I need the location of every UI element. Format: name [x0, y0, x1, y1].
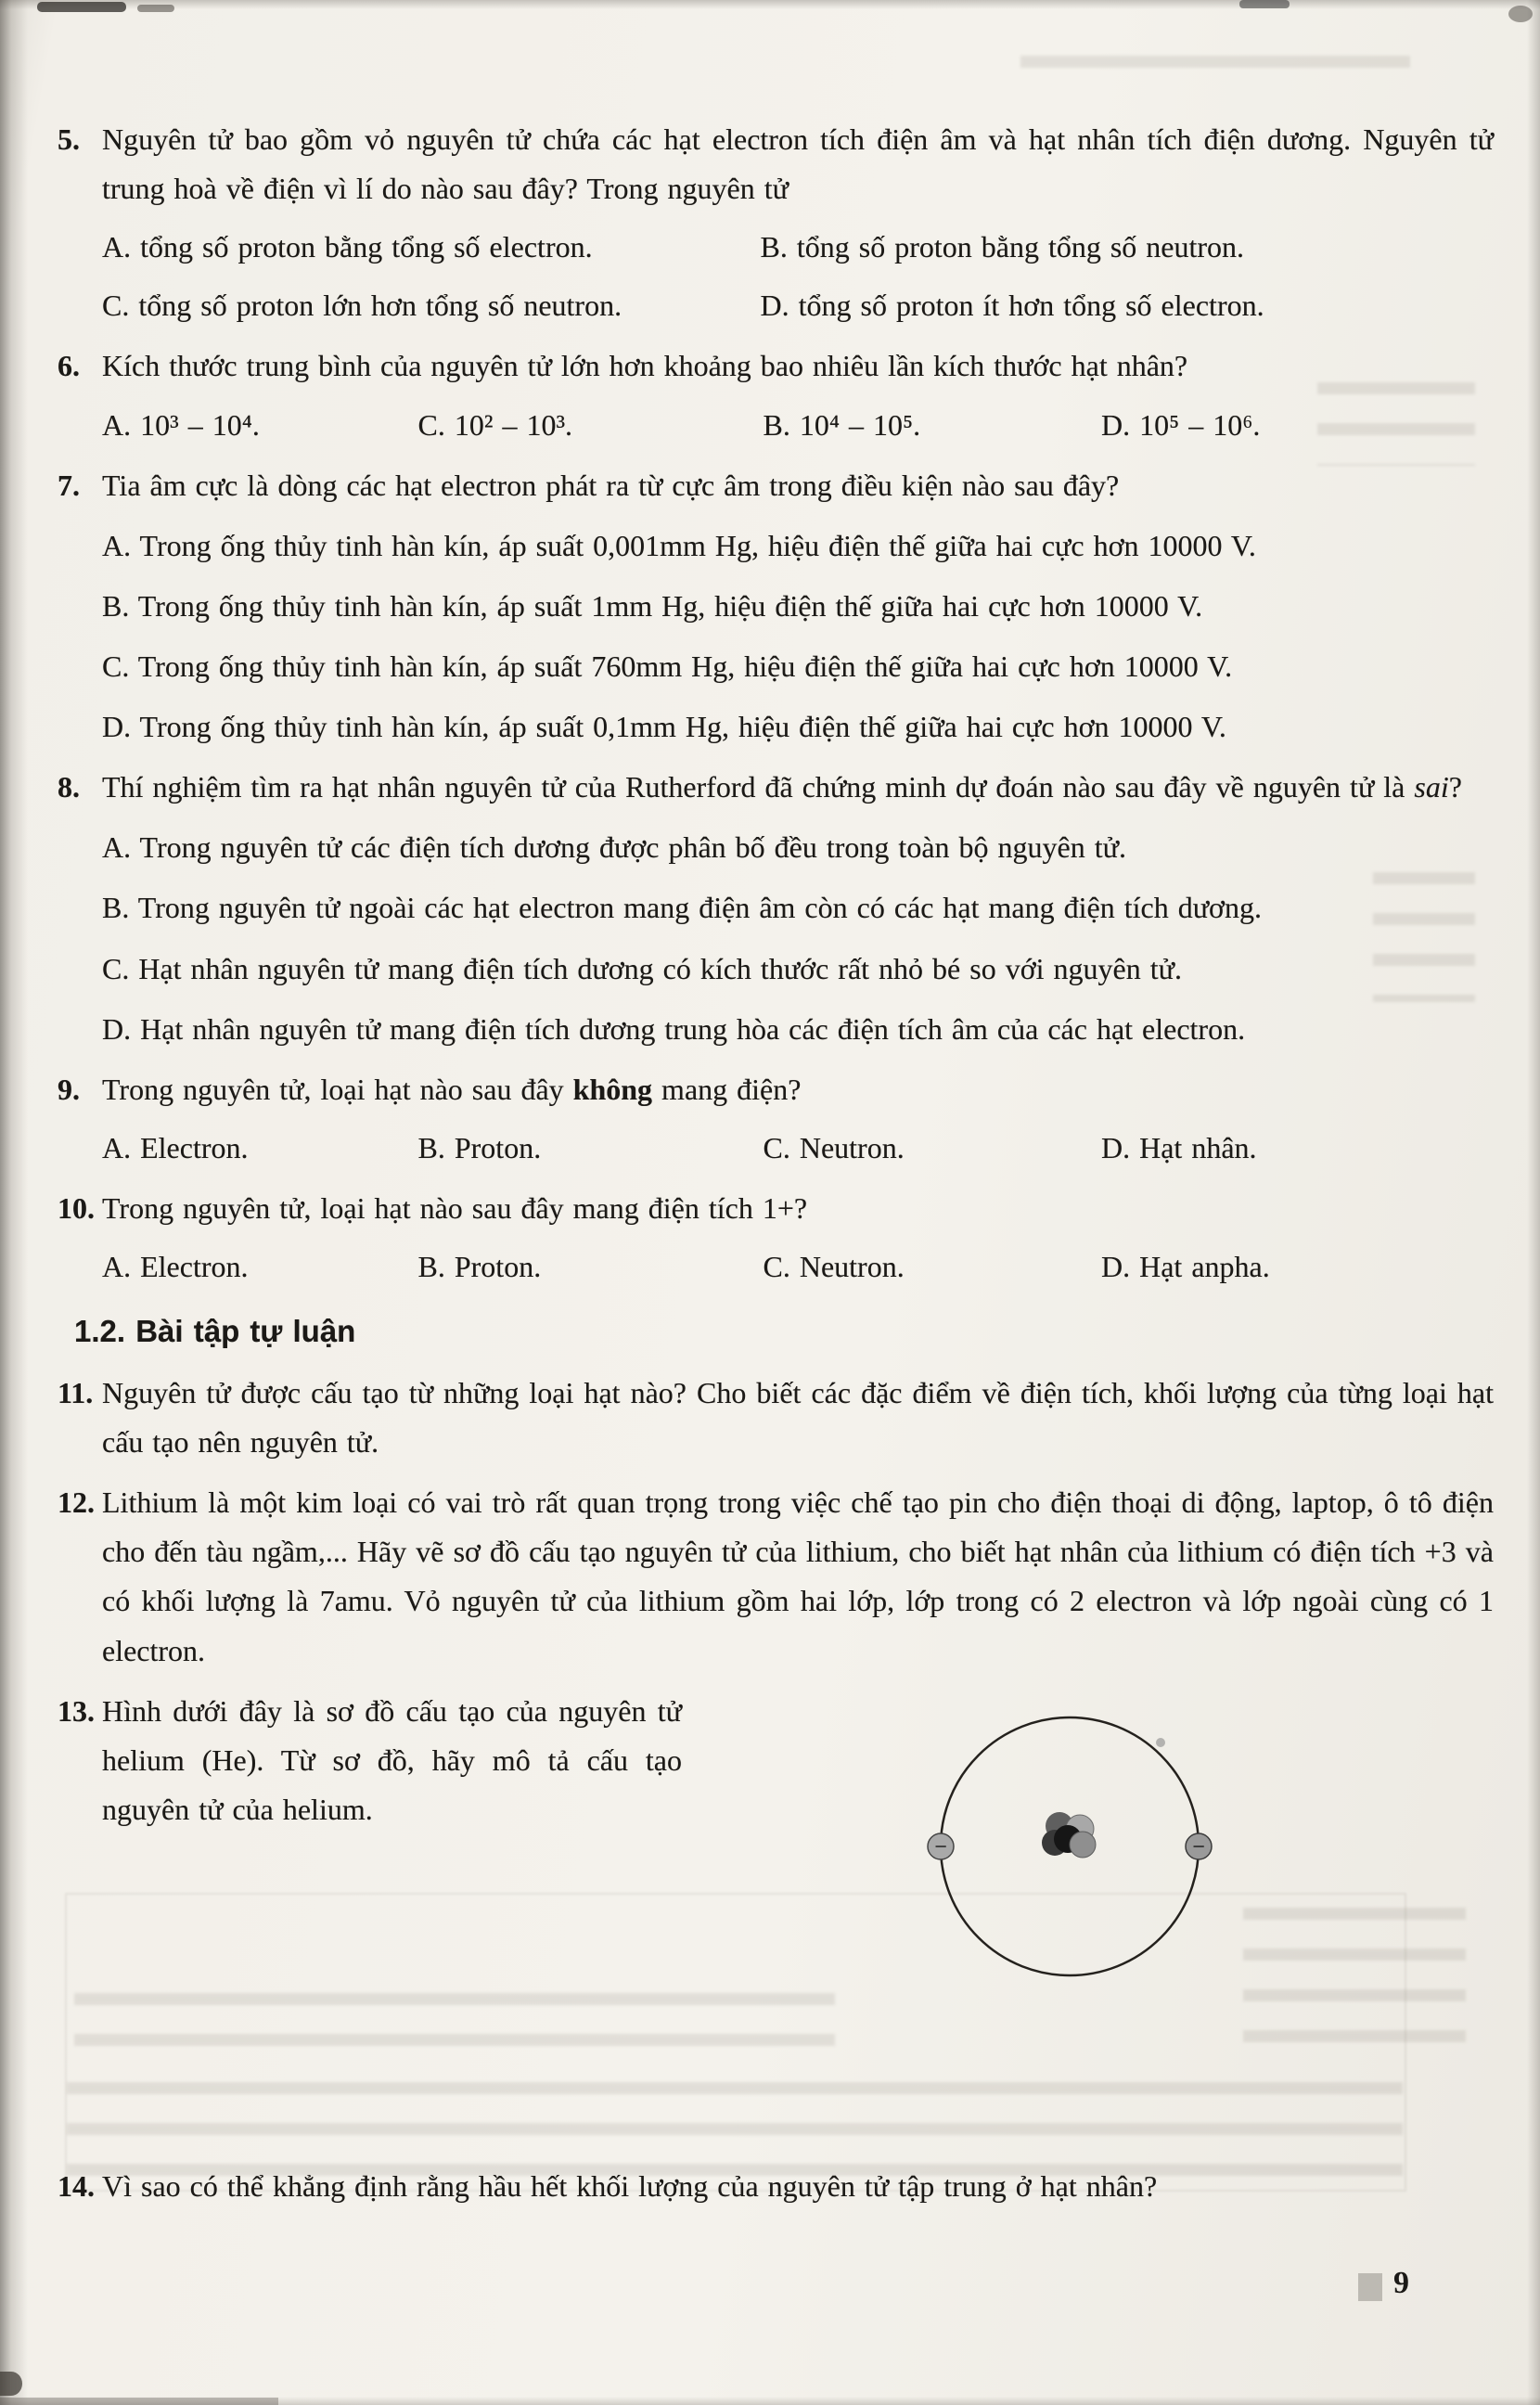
question-13	[58, 1687, 1494, 2010]
question-14	[58, 2162, 1494, 2211]
question-5-option-a: A. tổng số proton bằng tổng số electron.	[102, 230, 593, 264]
page-content	[58, 115, 1494, 2211]
question-7-option-b: B. Trong ống thủy tinh hàn kín, áp suất 1mm Hg, hiệu điện thế giữa hai cực hơn 10000 V.	[102, 588, 1203, 623]
question-8	[58, 763, 1494, 1054]
question-9-option-d: D. Hạt nhân.	[1101, 1130, 1257, 1164]
question-9-option-a: A. Electron.	[102, 1130, 249, 1164]
question-6-option-c: C. 10² – 10³.	[417, 407, 573, 442]
question-12	[58, 1478, 1494, 1675]
scan-smudge	[37, 2, 126, 12]
question-13-stem: Hình dưới đây là sơ đồ cấu tạo của nguyên tử helium (He). Từ sơ đồ, hãy mô tả cấu tạo nguyên tử của helium.	[102, 1693, 682, 1826]
question-6-stem: Kích thước trung bình của nguyên tử lớn hơn khoảng bao nhiêu lần kích thước hạt nhân?	[102, 349, 1188, 383]
question-7-number: 7.	[58, 468, 80, 502]
question-11-number: 11.	[58, 1375, 94, 1409]
question-8-stem-italic: sai	[1414, 770, 1449, 804]
scan-edge-top	[0, 0, 1540, 9]
question-5	[58, 115, 1494, 330]
scan-smudge	[0, 2398, 278, 2405]
question-11	[58, 1369, 1494, 1467]
question-10-number: 10.	[58, 1190, 95, 1225]
scan-smudge	[137, 5, 174, 12]
question-10-option-a: A. Electron.	[102, 1250, 249, 1284]
helium-atom-diagram	[921, 1698, 1218, 2010]
question-6-option-d: D. 10⁵ – 10⁶.	[1101, 407, 1261, 442]
question-5-number: 5.	[58, 122, 80, 156]
question-8-option-d: D. Hạt nhân nguyên tử mang điện tích dương trung hòa các điện tích âm của các hạt electron.	[102, 1011, 1246, 1046]
question-9-stem	[102, 1065, 1494, 1114]
question-9-stem-text-end: mang điện?	[652, 1072, 802, 1106]
question-14-stem: Vì sao có thể khẳng định rằng hầu hết khối lượng của nguyên tử tập trung ở hạt nhân?	[102, 2168, 1158, 2203]
scan-speck	[1156, 1738, 1165, 1747]
question-9	[58, 1065, 1494, 1173]
question-7-option-c: C. Trong ống thủy tinh hàn kín, áp suất 760mm Hg, hiệu điện thế giữa hai cực hơn 10000 V.	[102, 649, 1233, 683]
question-12-number: 12.	[58, 1485, 95, 1520]
page-number: 9	[1393, 2266, 1409, 2300]
question-12-stem: Lithium là một kim loại có vai trò rất quan trọng trong việc chế tạo pin cho điện thoại di động, laptop, ô tô điện cho đến tàu ngầm,... Hãy vẽ sơ đồ cấu tạo nguyên tử của lithium, cho biết hạt nhân của lithium có điện tích +3 và có khối lượng là 7amu. Vỏ nguyên tử của lithium gồm hai lớp, lớp trong có 2 electron và lớp ngoài cùng có 1 electron.	[102, 1485, 1494, 1667]
question-7	[58, 461, 1494, 752]
question-5-option-b: B. tổng số proton bằng tổng số neutron.	[760, 230, 1245, 264]
bleedthrough-gap	[58, 2010, 1494, 2151]
nucleus-particle	[1070, 1832, 1096, 1858]
question-6-option-b: B. 10⁴ – 10⁵.	[763, 407, 921, 442]
question-8-stem	[102, 763, 1494, 812]
bleedthrough-artifact	[1020, 56, 1410, 72]
question-9-option-c: C. Neutron.	[763, 1130, 905, 1164]
question-9-option-b: B. Proton.	[417, 1130, 542, 1164]
scan-artifact-box	[1358, 2273, 1382, 2301]
helium-atom-svg	[921, 1698, 1218, 1995]
question-6	[58, 341, 1494, 449]
scan-smudge	[1508, 6, 1533, 22]
scan-smudge	[0, 2372, 22, 2396]
question-9-number: 9.	[58, 1072, 80, 1106]
electron-right-charge: −	[1192, 1834, 1205, 1859]
scan-edge-right	[1527, 0, 1540, 2405]
question-5-stem: Nguyên tử bao gồm vỏ nguyên tử chứa các hạt electron tích điện âm và hạt nhân tích điện dương. Nguyên tử trung hoà về điện vì lí do nào sau đây? Trong nguyên tử	[102, 122, 1494, 206]
question-10	[58, 1184, 1494, 1292]
question-10-option-b: B. Proton.	[417, 1250, 542, 1284]
question-6-number: 6.	[58, 349, 80, 383]
question-5-option-d: D. tổng số proton ít hơn tổng số electron.	[760, 289, 1264, 323]
question-8-option-b: B. Trong nguyên tử ngoài các hạt electron mang điện âm còn có các hạt mang điện tích dương.	[102, 891, 1262, 925]
question-8-number: 8.	[58, 770, 80, 804]
scan-smudge	[1239, 0, 1290, 8]
question-9-stem-text: Trong nguyên tử, loại hạt nào sau đây	[102, 1072, 573, 1106]
question-13-number: 13.	[58, 1693, 95, 1728]
section-header: 1.2. Bài tập tự luận	[74, 1314, 356, 1349]
question-11-stem: Nguyên tử được cấu tạo từ những loại hạt nào? Cho biết các đặc điểm về điện tích, khối lượng của từng loại hạt cấu tạo nên nguyên tử.	[102, 1375, 1494, 1460]
question-10-option-c: C. Neutron.	[763, 1250, 905, 1284]
electron-left-charge: −	[934, 1834, 947, 1859]
question-8-option-a: A. Trong nguyên tử các điện tích dương được phân bố đều trong toàn bộ nguyên tử.	[102, 830, 1126, 865]
question-6-option-a: A. 10³ – 10⁴.	[102, 407, 260, 442]
question-8-stem-text: Thí nghiệm tìm ra hạt nhân nguyên tử của Rutherford đã chứng minh dự đoán nào sau đây về nguyên tử là	[102, 770, 1415, 804]
question-10-stem: Trong nguyên tử, loại hạt nào sau đây mang điện tích 1+?	[102, 1190, 808, 1225]
scan-edge-left	[0, 0, 28, 2405]
question-7-option-d: D. Trong ống thủy tinh hàn kín, áp suất 0,1mm Hg, hiệu điện thế giữa hai cực hơn 10000 V.	[102, 710, 1226, 744]
question-14-number: 14.	[58, 2168, 95, 2203]
question-7-option-a: A. Trong ống thủy tinh hàn kín, áp suất 0,001mm Hg, hiệu điện thế giữa hai cực hơn 10000 V.	[102, 528, 1256, 562]
question-5-option-c: C. tổng số proton lớn hơn tổng số neutron.	[102, 289, 622, 323]
question-7-stem: Tia âm cực là dòng các hạt electron phát ra từ cực âm trong điều kiện nào sau đây?	[102, 468, 1120, 502]
question-10-option-d: D. Hạt anpha.	[1101, 1250, 1270, 1284]
question-8-option-c: C. Hạt nhân nguyên tử mang điện tích dương có kích thước rất nhỏ bé so với nguyên tử.	[102, 951, 1182, 985]
question-9-stem-bold: không	[572, 1072, 653, 1106]
question-8-stem-text-end: ?	[1448, 770, 1462, 804]
